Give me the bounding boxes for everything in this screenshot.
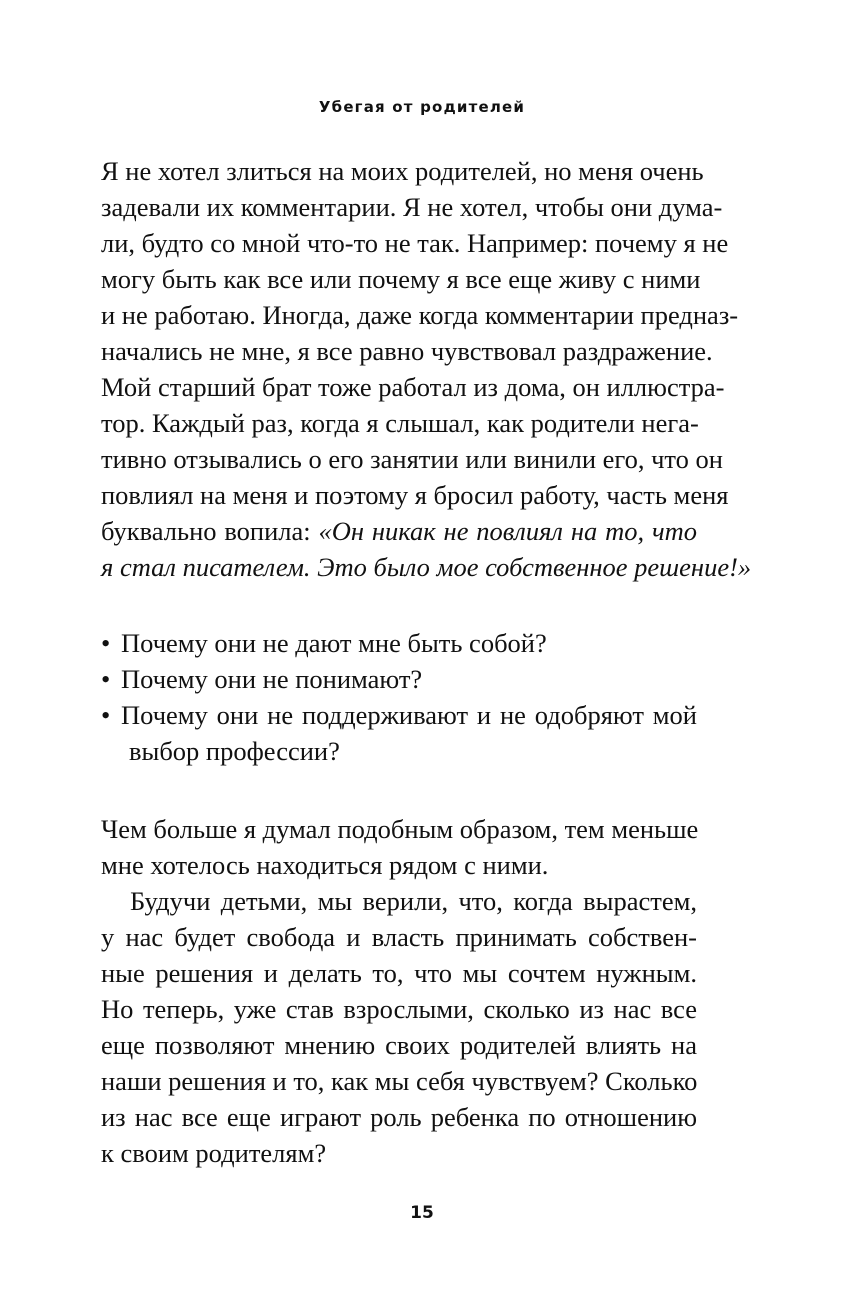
bullet-icon: • xyxy=(101,700,111,730)
text-line: Будучи детьми, мы верили, что, когда вырастем, xyxy=(130,886,697,916)
text-line: Мой старший брат тоже работал из дома, он иллюстра- xyxy=(101,372,725,402)
text-plain: буквально вопила: xyxy=(101,516,319,546)
list-item-text: Почему они не понимают? xyxy=(121,664,423,694)
quote-italic-line: я стал писателем. Это было мое собственное решение!» xyxy=(101,552,752,582)
quote-italic: «Он никак не повлиял на то, что xyxy=(318,516,698,546)
text-line: мне хотелось находиться рядом с ними. xyxy=(101,850,549,880)
text-line xyxy=(101,513,697,549)
bullet-icon: • xyxy=(101,664,111,694)
list-item-text: Почему они не поддерживают и не одобряют мой xyxy=(121,700,697,730)
bullet-icon: • xyxy=(101,628,111,658)
text-line: и не работаю. Иногда, даже когда комментарии предназ- xyxy=(101,300,739,330)
text-line: к своим родителям? xyxy=(101,1138,327,1168)
text-line: ные решения и делать то, что мы сочтем нужным. xyxy=(101,958,697,988)
text-line: задевали их комментарии. Я не хотел, чтобы они дума- xyxy=(101,192,723,222)
text-line: ли, будто со мной что-то не так. Например: почему я не xyxy=(101,228,729,258)
running-header: Убегая от родителей xyxy=(318,98,526,116)
list-item-continuation: выбор профессии? xyxy=(129,736,340,766)
list-item-text: Почему они не дают мне быть собой? xyxy=(121,628,547,658)
text-line: тор. Каждый раз, когда я слышал, как родители нега- xyxy=(101,408,699,438)
text-line: еще позволяют мнению своих родителей влиять на xyxy=(101,1030,697,1060)
text-line: Чем больше я думал подобным образом, тем меньше xyxy=(101,814,699,844)
text-line: у нас будет свобода и власть принимать собствен- xyxy=(101,922,697,952)
list-item xyxy=(101,625,697,661)
text-line: начались не мне, я все равно чувствовал раздражение. xyxy=(101,336,713,366)
text-line: наши решения и то, как мы себя чувствуем? Сколько xyxy=(101,1066,698,1096)
text-line: повлиял на меня и поэтому я бросил работу, часть меня xyxy=(101,480,729,510)
text-line: Но теперь, уже став взрослыми, сколько из нас все xyxy=(101,994,697,1024)
page-number: 15 xyxy=(410,1203,434,1223)
list-item xyxy=(101,697,697,733)
list-item xyxy=(101,661,697,697)
text-line: из нас все еще играют роль ребенка по отношению xyxy=(101,1102,697,1132)
text-line: могу быть как все или почему я все еще живу с ними xyxy=(101,264,701,294)
text-line: Я не хотел злиться на моих родителей, но меня очень xyxy=(101,156,704,186)
text-line: тивно отзывались о его занятии или винили его, что он xyxy=(101,444,723,474)
